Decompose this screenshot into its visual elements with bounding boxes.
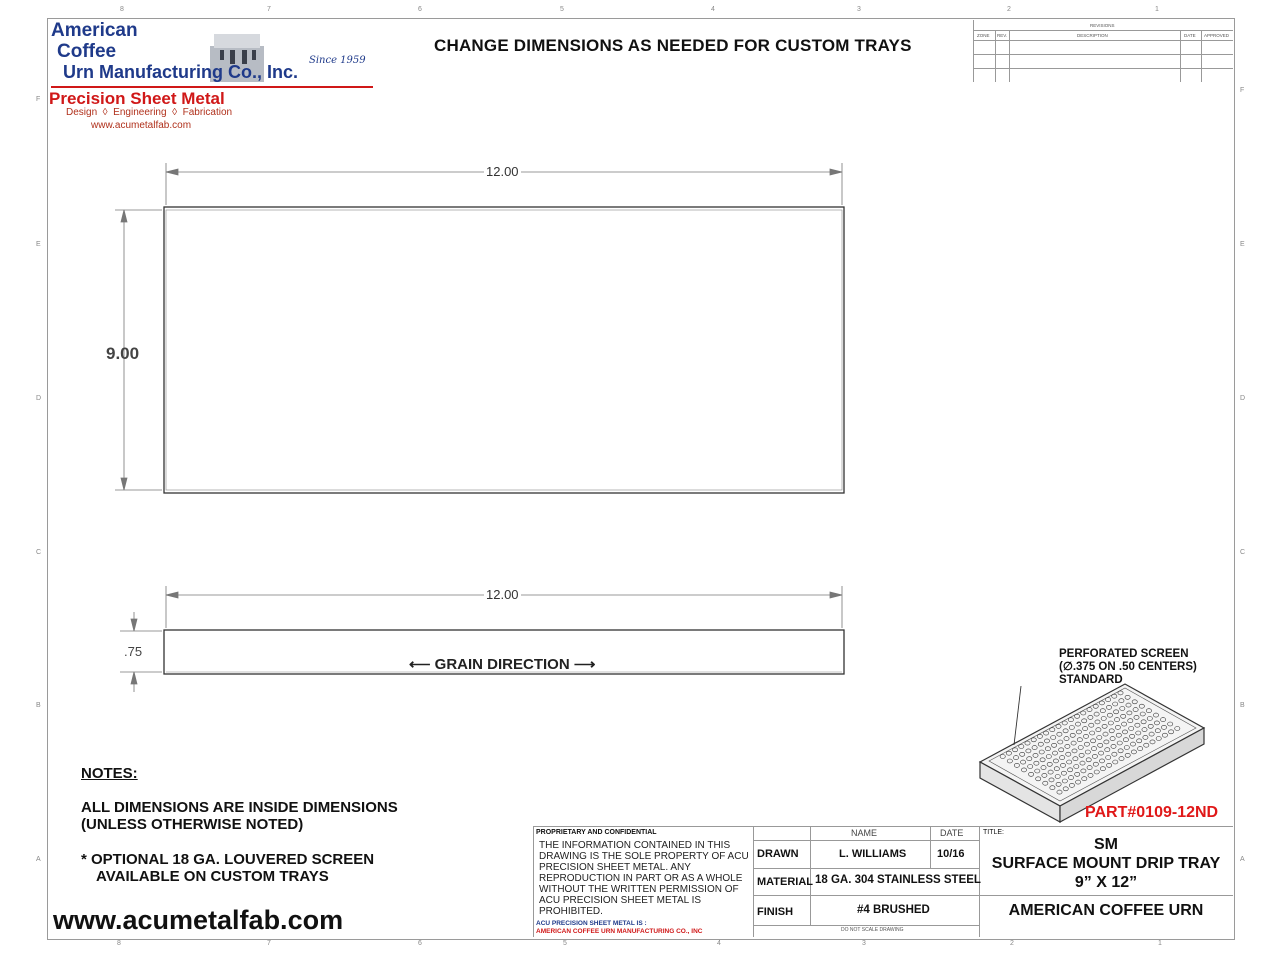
zone-label: 3 — [862, 940, 866, 947]
zone-label: 4 — [717, 940, 721, 947]
callout-line-1: PERFORATED SCREEN — [1059, 648, 1189, 660]
zone-label: A — [1240, 856, 1245, 863]
revisions-col-approved: APPROVED — [1204, 33, 1230, 38]
note-1-line-1: ALL DIMENSIONS ARE INSIDE DIMENSIONS — [81, 799, 398, 816]
zone-label: 1 — [1158, 940, 1162, 947]
zone-label: C — [1240, 549, 1246, 556]
drawing-title-line-1: SM — [1094, 836, 1118, 853]
revisions-title: REVISIONS — [1090, 23, 1115, 28]
grain-direction-label: ⟵ GRAIN DIRECTION ⟶ — [409, 656, 596, 673]
drawing-title-line-3: 9” X 12” — [1074, 874, 1138, 891]
zone-label: 8 — [117, 940, 121, 947]
material-label: MATERIAL — [757, 876, 814, 888]
page-title: CHANGE DIMENSIONS AS NEEDED FOR CUSTOM TRAYS — [434, 36, 912, 55]
callout-line-2: (∅.375 ON .50 CENTERS) — [1059, 661, 1197, 673]
material-value: 18 GA. 304 STAINLESS STEEL — [815, 874, 981, 886]
logo-url: www.acumetalfab.com — [91, 120, 192, 131]
side-view-height-label: .75 — [124, 644, 143, 659]
zone-label: E — [1240, 241, 1245, 248]
callout-leader-line — [1014, 686, 1021, 745]
zone-label: 6 — [418, 940, 422, 947]
zone-label: B — [36, 702, 41, 709]
zone-label: 7 — [267, 940, 271, 947]
name-column-header: NAME — [851, 828, 878, 838]
zone-label: D — [1240, 395, 1246, 402]
drawing-title-line-2: SURFACE MOUNT DRIP TRAY — [991, 855, 1221, 872]
zone-label: C — [36, 549, 42, 556]
drawn-label: DRAWN — [757, 848, 799, 860]
zone-label: B — [1240, 702, 1245, 709]
zone-label: E — [36, 241, 41, 248]
proprietary-text: THE INFORMATION CONTAINED IN THIS DRAWING IS THE SOLE PROPERTY OF ACU PRECISION SHEET METAL. ANY REPRODUCTION IN PART OR AS A WHOLE WITHOUT THE WRITTEN PERMISSION OF ACU PRECISION SHEET METAL IS PROHIBITED. — [539, 840, 749, 917]
division-line-2: AMERICAN COFFEE URN MANUFACTURING CO., INC — [536, 928, 703, 935]
division-line-1: ACU PRECISION SHEET METAL IS : — [536, 920, 647, 927]
zone-label: 7 — [267, 6, 271, 13]
top-view-width-label: 12.00 — [486, 164, 519, 179]
revisions-col-rev: REV. — [997, 33, 1008, 38]
title-block — [533, 826, 1233, 937]
revisions-col-date: DATE — [1184, 33, 1196, 38]
side-view-width-label: 12.00 — [486, 587, 519, 602]
drawing-title — [979, 835, 1233, 892]
proprietary-heading: PROPRIETARY AND CONFIDENTIAL — [536, 829, 657, 836]
revisions-col-description: DESCRIPTION — [1077, 33, 1108, 38]
note-2-line-1: * OPTIONAL 18 GA. LOUVERED SCREEN — [81, 851, 375, 868]
zone-label: 8 — [120, 6, 124, 13]
footer-url[interactable]: www.acumetalfab.com — [53, 905, 344, 935]
finish-value: #4 BRUSHED — [857, 904, 930, 916]
zone-label: 6 — [418, 6, 422, 13]
zone-label: F — [1240, 87, 1245, 94]
zone-label: F — [36, 96, 41, 103]
zone-label: 2 — [1007, 6, 1011, 13]
finish-label: FINISH — [757, 906, 794, 918]
top-view-outline — [164, 207, 844, 493]
revisions-col-zone: ZONE — [977, 33, 990, 38]
perforated-screen-callout — [1059, 648, 1197, 687]
logo-services: Design ◊ Engineering ◊ Fabrication — [66, 107, 233, 118]
drawn-date: 10/16 — [937, 848, 965, 860]
zone-label: 1 — [1155, 6, 1159, 13]
logo-tagline: Precision Sheet Metal — [49, 89, 225, 108]
zone-label: 2 — [1010, 940, 1014, 947]
callout-line-3: STANDARD — [1059, 674, 1123, 686]
zone-label: 5 — [560, 6, 564, 13]
title-label: TITLE: — [983, 829, 1005, 836]
zone-label: 3 — [857, 6, 861, 13]
zone-label: 5 — [563, 940, 567, 947]
do-not-scale-note: DO NOT SCALE DRAWING — [841, 927, 904, 933]
top-view-height-label: 9.00 — [106, 344, 140, 363]
note-2-line-2: AVAILABLE ON CUSTOM TRAYS — [96, 868, 329, 885]
note-1-line-2: (UNLESS OTHERWISE NOTED) — [81, 816, 304, 833]
zone-label: A — [36, 856, 41, 863]
zone-label: 4 — [711, 6, 715, 13]
logo-since: Since 1959 — [309, 55, 366, 66]
date-column-header: DATE — [940, 828, 964, 838]
logo-line-urn: Urn Manufacturing Co., Inc. — [63, 62, 299, 82]
tray-isometric-view — [980, 684, 1204, 822]
drawn-name: L. WILLIAMS — [839, 848, 907, 860]
logo-line-american: American — [51, 20, 138, 41]
company-name: AMERICAN COFFEE URN — [1008, 902, 1204, 919]
notes-heading: NOTES: — [81, 765, 138, 782]
part-number: PART#0109-12ND — [1085, 804, 1219, 821]
logo-line-coffee: Coffee — [57, 41, 117, 62]
zone-label: D — [36, 395, 42, 402]
